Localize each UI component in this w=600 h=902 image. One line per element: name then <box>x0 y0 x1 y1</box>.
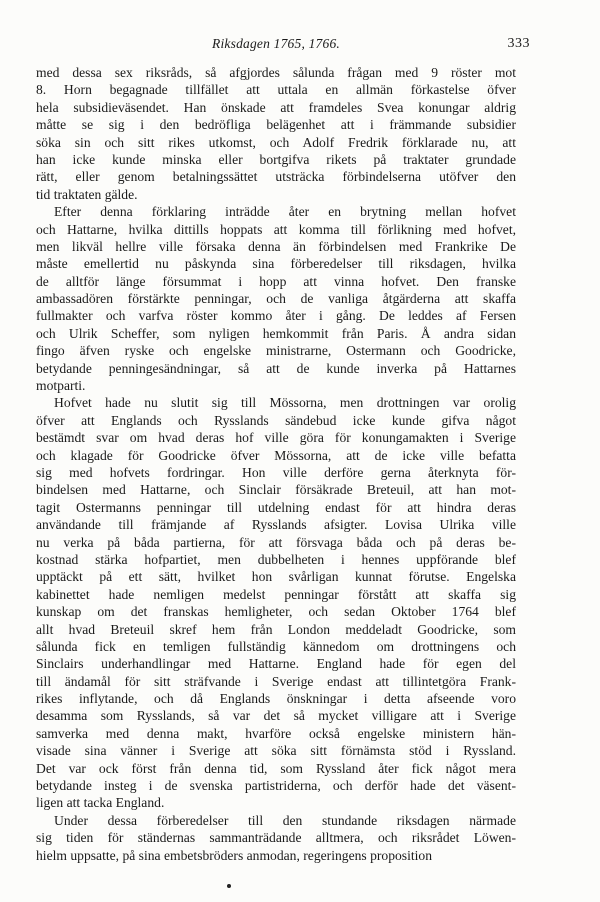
text-line: öfver att Englands och Rysslands sändebud icke kunde gifva något <box>36 412 516 428</box>
text-line: ambassadören förstärkte penningar, och de vanliga åtgärderna att skaffa <box>36 291 516 307</box>
text-line: ligen att tacka England. <box>36 795 165 811</box>
text-line: söka sin och sitt rikes utkomst, och Adolf Fredrik förklarade nu, att <box>36 134 516 150</box>
text-line: de alltför länge försummat i hopp att vinna hofvet. Den franske <box>36 273 516 289</box>
paragraph <box>36 812 516 864</box>
text-line: och Hattarne, hvilka dittills hoppats att komma till förlikning med hofvet, <box>36 221 516 237</box>
text-line: med dessa sex riksråds, så afgjordes sålunda frågan med 9 röster mot <box>36 65 516 80</box>
text-line: tagit Ostermanns penningar till utdelning endast för att hindra deras <box>36 499 516 515</box>
text-line: Efter denna förklaring inträdde åter en brytning mellan hofvet <box>54 204 516 220</box>
text-line: samverka med denna makt, hvarföre också engelske ministern hän- <box>36 725 516 741</box>
running-title: Riksdagen 1765, 1766. <box>212 36 340 51</box>
text-line: fingo äfven ryske och engelske ministrarne, Ostermann och Goodricke, <box>36 343 516 359</box>
text-line: måtte se sig i den bedröfliga belägenhet att i främmande subsidier <box>36 117 516 133</box>
paragraph <box>36 203 516 394</box>
text-line: kunskap om det franskas hemligheter, och sedan Oktober 1764 blef <box>36 604 516 620</box>
text-line: hela subsidieväsendet. Han önskade att framdeles Svea konungar aldrig <box>36 99 516 115</box>
text-line: 8. Horn begagnade tillfället att uttala en allmän förkastelse öfver <box>36 82 516 98</box>
text-line: Det var ock först från denna tid, som Ryssland åter fick något mera <box>36 760 516 776</box>
text-line: men likväl hellre ville försaka denna än förbindelsen med Frankrike De <box>36 238 516 254</box>
text-line: visade sina vänner i Sverige att söka sitt förnämsta stöd i Ryssland. <box>36 743 516 759</box>
text-line: bestämdt svar om hvad deras hof ville göra för konungamakten i Sverige <box>36 430 516 446</box>
text-line: allt hvad Breteuil skref hem från London meddeladt Goodricke, som <box>36 621 516 637</box>
text-line: måste emellertid nu påskynda sina förberedelser till riksdagen, hvilka <box>36 256 516 272</box>
text-line: desamma som Rysslands, så var det så mycket villigare att i Sverige <box>36 708 516 724</box>
paragraph <box>36 394 516 811</box>
page-number: 333 <box>507 36 530 51</box>
text-line: rikes inflytande, och då Englands önskningar i detta afseende voro <box>36 691 516 707</box>
text-line: upptäckt på ett sätt, hvilket hon svårligan kunnat förutse. Engelska <box>36 569 516 585</box>
text-line: till ändamål för sitt sträfvande i Sverige endast att tillintetgöra Frank- <box>36 673 516 689</box>
print-mark-icon <box>227 884 231 888</box>
text-line: och Ulrik Scheffer, som nyligen hemkommit från Paris. Å andra sidan <box>36 325 516 341</box>
paragraph <box>36 64 516 203</box>
text-line: sålunda fick en temligen fullständig kännedom om drottningens och <box>36 638 516 654</box>
text-line: sig med hofvets fordringar. Hon ville derföre gerna återknyta för- <box>36 464 516 480</box>
text-line: tid traktaten gälde. <box>36 186 138 202</box>
text-line: betydande insteg i de svenska partistriderna, och derför hade det väsent- <box>36 778 516 794</box>
text-line: betydande penningesändningar, så att de kunde inverka på Hattarnes <box>36 360 516 376</box>
text-line: fullmakter och varfva röster kommo åter i gång. De leddes af Fersen <box>36 308 516 324</box>
body-text <box>36 64 516 864</box>
text-line: nu verka på båda partierna, för att försvaga båda och på deras be- <box>36 534 516 550</box>
text-line: Hofvet hade nu slutit sig till Mössorna, men drottningen var orolig <box>54 395 516 411</box>
text-line: kabinettet hade nemligen medelst penningar förstått att skaffa sig <box>36 586 516 602</box>
text-line: användande till främjande af Rysslands afsigter. Lovisa Ulrika ville <box>36 517 516 533</box>
text-line: rätt, eller genom betalningssättet utsträcka förbindelserna utöfver den <box>36 169 516 185</box>
text-line: Under dessa förberedelser till den stundande riksdagen närmade <box>54 812 516 828</box>
text-line: motparti. <box>36 378 86 394</box>
text-line: bindelsen med Hattarne, och Sinclair försäkrade Breteuil, att han mot- <box>36 482 516 498</box>
text-line: Sinclairs underhandlingar med Hattarne. England hade för egen del <box>36 656 516 672</box>
text-line: han icke kunde minska eller bortgifva rikets på traktater grundade <box>36 151 516 167</box>
text-line: och klagade för Goodricke öfver Mössorna, att de icke ville befatta <box>36 447 516 463</box>
page-header <box>36 36 530 56</box>
text-line: sig tiden för ständernas sammanträdande alltmera, och riksrådet Löwen- <box>36 830 516 846</box>
text-line: kostnad stärka hofpartiet, men dubbelheten i hennes uppförande blef <box>36 551 516 567</box>
text-line: hielm uppsatte, på sina embetsbröders anmodan, regeringens proposition <box>36 847 433 863</box>
